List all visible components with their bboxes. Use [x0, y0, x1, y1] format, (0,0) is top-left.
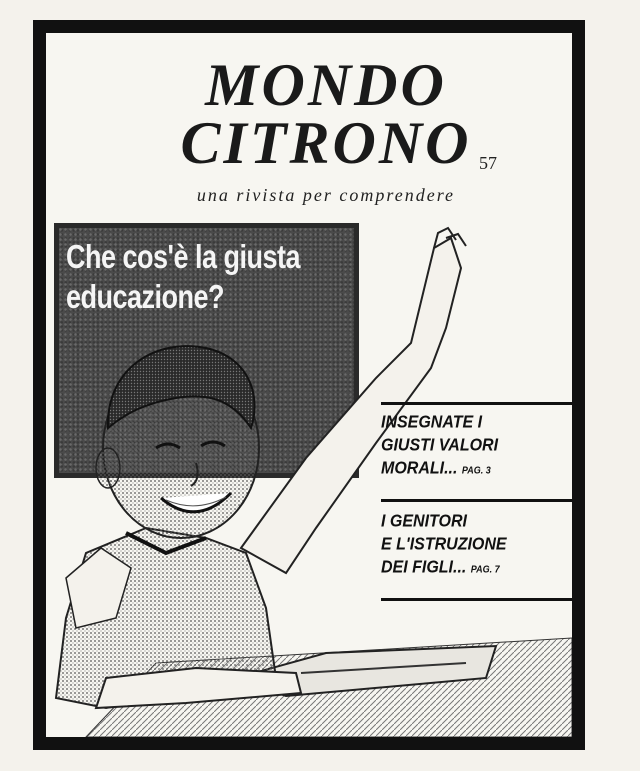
- feature-1-line1: INSEGNATE I: [381, 413, 483, 432]
- feature-2-line3: DEI FIGLI...: [381, 558, 467, 578]
- feature-2-line1: I GENITORI: [381, 512, 467, 531]
- feature-1: [381, 411, 581, 483]
- masthead-title-line1: MONDO: [205, 52, 447, 118]
- feature-rule-middle: [381, 499, 581, 502]
- feature-2: [381, 510, 581, 582]
- tagline: una rivista per comprendere: [196, 185, 456, 205]
- feature-rule-bottom: [381, 598, 581, 601]
- issue-number: 57: [479, 153, 497, 173]
- cover-headline-line2: educazione?: [66, 278, 225, 316]
- feature-1-line3: MORALI...: [381, 459, 458, 479]
- masthead-title-line2: CITRONO: [180, 110, 472, 176]
- feature-rule-top: [381, 402, 581, 405]
- feature-2-line2: E L'ISTRUZIONE: [381, 535, 507, 554]
- feature-1-line2: GIUSTI VALORI: [381, 436, 499, 455]
- cover-frame: [33, 20, 585, 750]
- feature-2-page-ref: PAG. 7: [470, 563, 500, 575]
- feature-1-page-ref: PAG. 3: [461, 464, 491, 476]
- cover-headline-line1: Che cos'è la giusta: [66, 238, 301, 276]
